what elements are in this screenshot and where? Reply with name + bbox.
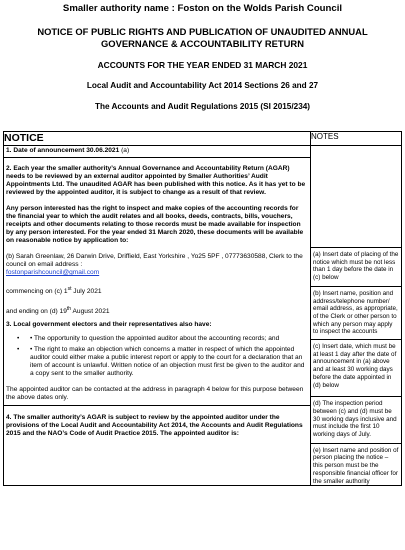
inspection-rights-text: Any person interested has the right to inspect and make copies of the accounting records for the financial year to which the audit relates and all books, deeds, contracts, bills, vouchers, receipts and other documents relating to those records must be made available for inspection by any person interested. For the year ended 31 March 2020, these documents will be available on reasonable notice by application to: bbox=[6, 205, 304, 244]
note-a: (a) Insert date of placing of the notice which must be not less than 1 day before the date in (c) below bbox=[313, 251, 399, 282]
elector-rights-list bbox=[6, 335, 308, 378]
notice-table bbox=[3, 131, 402, 486]
authority-name: Smaller authority name : Foston on the Wolds Parish Council bbox=[62, 3, 343, 14]
note-e: (e) Insert name and position of person placing the notice – this person must be the responsible financial officer for the smaller authority bbox=[313, 446, 399, 485]
note-c: (c) Insert date, which must be at least 1 day after the date of announcement in (a) above and at least 30 working days before the date appointed in (d) below bbox=[313, 343, 397, 389]
legislation-regulations: The Accounts and Audit Regulations 2015 (SI 2015/234) bbox=[94, 102, 311, 111]
auditor-contact-note: The appointed auditor can be contacted at the address in paragraph 4 below for this purpose between the above dates only. bbox=[6, 386, 304, 402]
notice-column-header: NOTICE bbox=[4, 132, 311, 146]
list-item: • • The opportunity to question the appointed auditor about the accounting records; and bbox=[30, 335, 308, 343]
ending-date: and ending on (d) 19th August 2021 bbox=[6, 306, 110, 316]
section-4 bbox=[4, 406, 310, 438]
list-item: • • The right to make an objection which concerns a matter in respect of which the appointed auditor could either make a public interest report or apply to the court for a declaration that an item of account is unlawful. Written notice of an objection must first be given to the auditor and a copy sent to the smaller authority. bbox=[30, 346, 308, 378]
document-title: NOTICE OF PUBLIC RIGHTS AND PUBLICATION OF UNAUDITED ANNUAL GOVERNANCE & ACCOUNTABILITY RETURN bbox=[37, 26, 368, 49]
clerk-email-link[interactable]: fostonparishcouncil@gmail.com bbox=[6, 269, 100, 276]
notes-body bbox=[311, 146, 402, 486]
commencing-date: commencing on (c) 1st July 2021 bbox=[6, 286, 102, 296]
clerk-contact: (b) Sarah Greenlaw, 26 Darwin Drive, Driffield, East Yorkshire , Yo25 5PF , 07773630588, Clerk to the council on email address : bbox=[6, 253, 303, 268]
section-2-text: 2. Each year the smaller authority’s Annual Governance and Accountability Return (AGAR) needs to be reviewed by an external auditor appointed by Smaller Authorities’ Audit Appointments Ltd. The unaudited AGAR has been published with this notice. As it has yet to be reviewed by the appointed auditor, it is subject to change as a result of that review. bbox=[6, 165, 306, 196]
section-4-text: 4. The smaller authority’s AGAR is subject to review by the appointed auditor under the provisions of the Local Audit and Accountability Act 2014, the Accounts and Audit Regulations 2015 and the NAO’s Code of Audit Practice 2015. The appointed auditor is: bbox=[6, 414, 303, 438]
section-3-heading: 3. Local government electors and their representatives also have: bbox=[6, 321, 212, 329]
legislation-act: Local Audit and Accountability Act 2014 Sections 26 and 27 bbox=[86, 81, 319, 90]
note-d: (d) The inspection period between (c) and (d) must be 30 working days inclusive and must include the first 10 working days of July. bbox=[313, 400, 397, 439]
announcement-date-ref: (a) bbox=[119, 147, 130, 154]
announcement-date: 1. Date of announcement 30.06.2021 bbox=[6, 147, 120, 154]
notes-column-header: NOTES bbox=[311, 132, 402, 146]
section-1 bbox=[4, 146, 310, 157]
notice-body bbox=[4, 146, 311, 486]
accounts-year: ACCOUNTS FOR THE YEAR ENDED 31 MARCH 2021 bbox=[97, 60, 308, 70]
note-b: (b) Insert name, position and address/telephone number/ email address, as appropriate, of the Clerk or other person to which any person may apply to inspect the accounts bbox=[313, 289, 398, 336]
section-2 bbox=[4, 158, 310, 405]
